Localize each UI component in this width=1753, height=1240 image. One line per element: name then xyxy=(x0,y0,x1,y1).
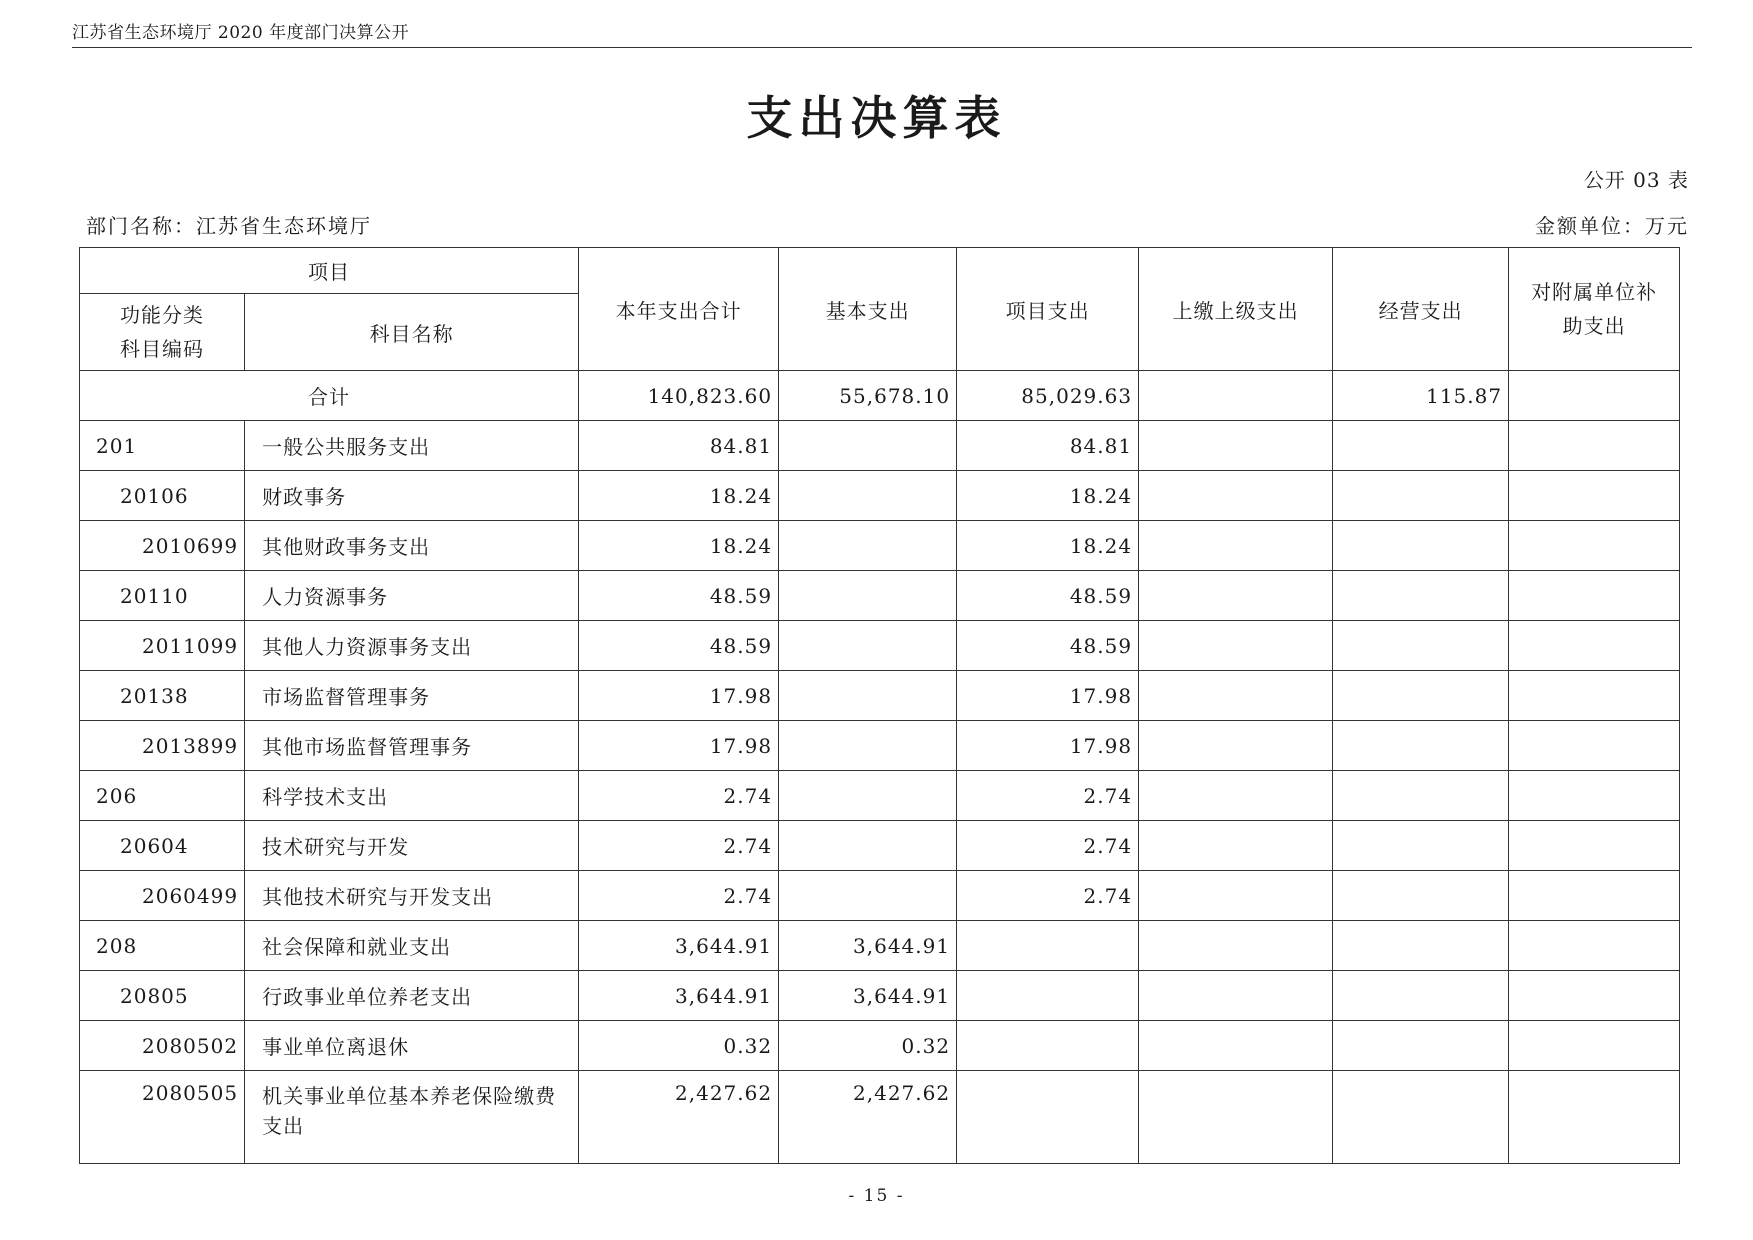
row-cell-total: 3,644.91 xyxy=(579,971,779,1021)
row-cell-total: 18.24 xyxy=(579,521,779,571)
row-cell-subsidy xyxy=(1509,921,1680,971)
row-code: 201 xyxy=(80,421,245,471)
row-cell-business xyxy=(1333,671,1509,721)
row-cell-subsidy xyxy=(1509,521,1680,571)
page-title: 支出决算表 xyxy=(746,91,1007,145)
total-cell-business: 115.87 xyxy=(1333,371,1509,421)
row-code: 20805 xyxy=(80,971,245,1021)
row-cell-subsidy xyxy=(1509,671,1680,721)
row-cell-subsidy xyxy=(1509,721,1680,771)
expenditure-table xyxy=(79,247,1680,1164)
row-cell-remit xyxy=(1139,571,1333,621)
amount-unit: 金额单位：万元 xyxy=(1535,214,1689,238)
table-row xyxy=(80,871,1680,921)
header-code xyxy=(80,294,245,371)
row-cell-basic: 3,644.91 xyxy=(779,971,957,1021)
row-cell-remit xyxy=(1139,421,1333,471)
row-cell-project: 17.98 xyxy=(957,721,1139,771)
row-cell-project: 2.74 xyxy=(957,871,1139,921)
table-row xyxy=(80,621,1680,671)
row-cell-remit xyxy=(1139,521,1333,571)
header-basic: 基本支出 xyxy=(779,248,957,371)
row-cell-basic: 3,644.91 xyxy=(779,921,957,971)
row-cell-business xyxy=(1333,921,1509,971)
row-cell-basic xyxy=(779,671,957,721)
table-row xyxy=(80,421,1680,471)
row-name: 行政事业单位养老支出 xyxy=(245,971,579,1021)
table-row xyxy=(80,521,1680,571)
table-row xyxy=(80,721,1680,771)
row-cell-basic: 0.32 xyxy=(779,1021,957,1071)
row-cell-project: 2.74 xyxy=(957,771,1139,821)
row-cell-basic xyxy=(779,771,957,821)
table-row xyxy=(80,1021,1680,1071)
row-code: 2080502 xyxy=(80,1021,245,1071)
row-cell-basic xyxy=(779,871,957,921)
row-cell-project: 2.74 xyxy=(957,821,1139,871)
row-cell-basic: 2,427.62 xyxy=(779,1071,957,1164)
header-row-1 xyxy=(80,248,1680,294)
header-subsidy-line2: 助支出 xyxy=(1562,314,1626,338)
row-cell-business xyxy=(1333,1071,1509,1164)
running-header: 江苏省生态环境厅 2020 年度部门决算公开 xyxy=(72,23,410,43)
row-cell-subsidy xyxy=(1509,971,1680,1021)
row-name: 机关事业单位基本养老保险缴费支出 xyxy=(245,1071,579,1164)
row-cell-project: 17.98 xyxy=(957,671,1139,721)
row-cell-project: 18.24 xyxy=(957,521,1139,571)
row-code: 20110 xyxy=(80,571,245,621)
total-label: 合计 xyxy=(80,371,579,421)
row-cell-project xyxy=(957,1071,1139,1164)
header-item: 项目 xyxy=(80,248,579,294)
row-cell-project: 18.24 xyxy=(957,471,1139,521)
row-cell-total: 3,644.91 xyxy=(579,921,779,971)
total-row xyxy=(80,371,1680,421)
row-code: 206 xyxy=(80,771,245,821)
row-name: 其他财政事务支出 xyxy=(245,521,579,571)
row-name: 财政事务 xyxy=(245,471,579,521)
table-row xyxy=(80,471,1680,521)
row-cell-total: 2,427.62 xyxy=(579,1071,779,1164)
row-cell-business xyxy=(1333,771,1509,821)
row-code: 20138 xyxy=(80,671,245,721)
row-cell-business xyxy=(1333,421,1509,471)
row-cell-remit xyxy=(1139,671,1333,721)
row-cell-remit xyxy=(1139,821,1333,871)
table-row xyxy=(80,821,1680,871)
row-cell-project: 84.81 xyxy=(957,421,1139,471)
row-cell-business xyxy=(1333,721,1509,771)
header-code-line2: 科目编码 xyxy=(120,337,205,361)
row-cell-total: 2.74 xyxy=(579,771,779,821)
row-cell-business xyxy=(1333,621,1509,671)
department-name: 部门名称：江苏省生态环境厅 xyxy=(86,214,372,238)
row-cell-basic xyxy=(779,521,957,571)
row-cell-remit xyxy=(1139,871,1333,921)
row-name: 其他市场监督管理事务 xyxy=(245,721,579,771)
header-remit: 上缴上级支出 xyxy=(1139,248,1333,371)
total-cell-subsidy xyxy=(1509,371,1680,421)
row-code: 2011099 xyxy=(80,621,245,671)
row-cell-total: 18.24 xyxy=(579,471,779,521)
header-project: 项目支出 xyxy=(957,248,1139,371)
row-cell-total: 2.74 xyxy=(579,871,779,921)
row-cell-total: 17.98 xyxy=(579,721,779,771)
row-cell-total: 17.98 xyxy=(579,671,779,721)
header-code-line1: 功能分类 xyxy=(120,303,205,327)
row-cell-subsidy xyxy=(1509,421,1680,471)
row-code: 2060499 xyxy=(80,871,245,921)
row-cell-project xyxy=(957,1021,1139,1071)
row-name: 一般公共服务支出 xyxy=(245,421,579,471)
header-name: 科目名称 xyxy=(245,294,579,371)
table-row xyxy=(80,671,1680,721)
row-name: 其他人力资源事务支出 xyxy=(245,621,579,671)
row-code: 2080505 xyxy=(80,1071,245,1164)
row-cell-total: 48.59 xyxy=(579,621,779,671)
row-cell-project: 48.59 xyxy=(957,571,1139,621)
row-cell-basic xyxy=(779,621,957,671)
row-code: 2010699 xyxy=(80,521,245,571)
table-row xyxy=(80,771,1680,821)
row-name: 社会保障和就业支出 xyxy=(245,921,579,971)
table-row xyxy=(80,921,1680,971)
table-row xyxy=(80,571,1680,621)
row-cell-business xyxy=(1333,1021,1509,1071)
header-rule xyxy=(72,47,1692,48)
row-cell-subsidy xyxy=(1509,471,1680,521)
row-cell-subsidy xyxy=(1509,621,1680,671)
row-cell-remit xyxy=(1139,1021,1333,1071)
row-cell-total: 0.32 xyxy=(579,1021,779,1071)
row-name: 科学技术支出 xyxy=(245,771,579,821)
total-cell-project: 85,029.63 xyxy=(957,371,1139,421)
header-total: 本年支出合计 xyxy=(579,248,779,371)
row-cell-project: 48.59 xyxy=(957,621,1139,671)
total-cell-remit xyxy=(1139,371,1333,421)
row-cell-business xyxy=(1333,821,1509,871)
row-cell-business xyxy=(1333,521,1509,571)
row-cell-subsidy xyxy=(1509,1071,1680,1164)
row-name: 人力资源事务 xyxy=(245,571,579,621)
header-subsidy xyxy=(1509,248,1680,371)
row-name: 市场监督管理事务 xyxy=(245,671,579,721)
row-name: 技术研究与开发 xyxy=(245,821,579,871)
row-cell-subsidy xyxy=(1509,771,1680,821)
row-cell-remit xyxy=(1139,771,1333,821)
table-row xyxy=(80,1071,1680,1164)
row-cell-remit xyxy=(1139,471,1333,521)
header-subsidy-line1: 对附属单位补 xyxy=(1531,280,1658,304)
table-row xyxy=(80,971,1680,1021)
row-cell-total: 2.74 xyxy=(579,821,779,871)
row-cell-remit xyxy=(1139,1071,1333,1164)
row-cell-business xyxy=(1333,971,1509,1021)
row-cell-basic xyxy=(779,721,957,771)
row-cell-business xyxy=(1333,471,1509,521)
page-number: - 15 - xyxy=(848,1186,905,1206)
row-cell-subsidy xyxy=(1509,571,1680,621)
row-cell-remit xyxy=(1139,971,1333,1021)
row-cell-remit xyxy=(1139,921,1333,971)
row-cell-basic xyxy=(779,471,957,521)
row-cell-total: 48.59 xyxy=(579,571,779,621)
row-cell-remit xyxy=(1139,721,1333,771)
row-name: 事业单位离退休 xyxy=(245,1021,579,1071)
row-cell-subsidy xyxy=(1509,1021,1680,1071)
row-cell-project xyxy=(957,921,1139,971)
row-cell-total: 84.81 xyxy=(579,421,779,471)
row-cell-basic xyxy=(779,421,957,471)
row-cell-basic xyxy=(779,821,957,871)
row-cell-business xyxy=(1333,871,1509,921)
row-code: 2013899 xyxy=(80,721,245,771)
row-cell-subsidy xyxy=(1509,821,1680,871)
row-code: 20106 xyxy=(80,471,245,521)
total-cell-basic: 55,678.10 xyxy=(779,371,957,421)
header-business: 经营支出 xyxy=(1333,248,1509,371)
form-number: 公开 03 表 xyxy=(1583,168,1689,192)
row-cell-basic xyxy=(779,571,957,621)
row-cell-project xyxy=(957,971,1139,1021)
row-cell-remit xyxy=(1139,621,1333,671)
row-code: 20604 xyxy=(80,821,245,871)
row-cell-business xyxy=(1333,571,1509,621)
row-code: 208 xyxy=(80,921,245,971)
row-cell-subsidy xyxy=(1509,871,1680,921)
row-name: 其他技术研究与开发支出 xyxy=(245,871,579,921)
total-cell-total: 140,823.60 xyxy=(579,371,779,421)
